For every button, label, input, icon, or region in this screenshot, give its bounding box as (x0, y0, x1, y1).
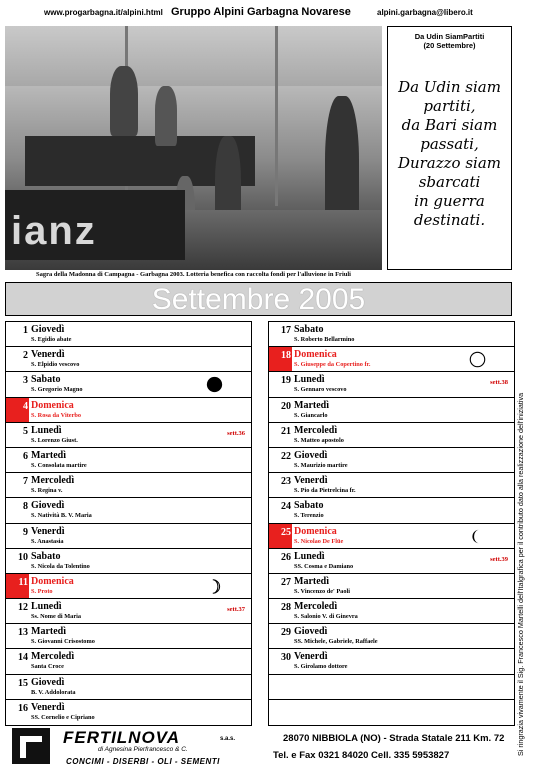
empty-row (269, 700, 514, 725)
day-number: 13 (18, 627, 28, 639)
calendar-day-row (6, 624, 251, 649)
calendar-day-row (269, 624, 514, 649)
sponsor-address: 28070 NIBBIOLA (NO) - Strada Statale 211 Km. 72 (283, 733, 505, 744)
day-number: 20 (281, 400, 291, 412)
day-number: 25 (269, 524, 292, 548)
day-number: 21 (281, 425, 291, 437)
saint-name: S. Elpidio vescovo (31, 361, 80, 369)
month-title: Settembre 2005 (5, 282, 512, 316)
full-moon-icon (469, 351, 486, 368)
sponsor-company-type: s.a.s. (220, 736, 236, 742)
day-number: 27 (281, 576, 291, 588)
saint-name: SS. Cosma e Damiano (294, 562, 354, 570)
day-name: Lunedì (31, 601, 62, 613)
day-name: Mercoledì (294, 424, 338, 436)
calendar-day-row (6, 549, 251, 574)
day-name: Mercoledì (31, 475, 75, 487)
calendar-day-row (6, 423, 251, 448)
empty-row (269, 675, 514, 700)
day-name: Venerdì (294, 651, 328, 663)
calendar-day-row (6, 599, 251, 624)
group-title: Gruppo Alpini Garbagna Novarese (171, 6, 351, 18)
banner-lettering: ianz (11, 209, 97, 253)
calendar-column-left (5, 321, 252, 726)
day-number: 12 (18, 602, 28, 614)
day-name: Sabato (31, 374, 61, 386)
page-header (0, 6, 539, 20)
calendar-day-row (269, 347, 514, 372)
saint-name: S. Gennaro vescovo (294, 386, 347, 394)
saint-name: S. Proto (31, 587, 53, 595)
saint-name: S. Consolata martire (31, 461, 87, 469)
saint-name: S. Maurizio martire (294, 461, 348, 469)
fertilnova-logo-icon (12, 728, 50, 764)
day-number: 9 (23, 526, 28, 538)
day-number: 3 (23, 375, 28, 387)
calendar-day-row (269, 574, 514, 599)
day-number: 16 (18, 702, 28, 714)
poem-line: partiti, (423, 97, 476, 115)
saint-name: Ss. Nome di Maria (31, 613, 82, 621)
saint-name: S. Salonio V. di Ginevra (294, 613, 358, 621)
calendar-day-row (6, 448, 251, 473)
day-name: Lunedì (31, 424, 62, 436)
calendar-day-row (6, 322, 251, 347)
calendar-day-row (6, 574, 251, 599)
first-quarter-moon-icon (206, 578, 223, 595)
saint-name: SS. Michele, Gabriele, Raffaele (294, 638, 378, 646)
day-name: Venerdì (31, 701, 65, 713)
day-number: 8 (23, 501, 28, 513)
calendar-day-row (6, 473, 251, 498)
poem-line: destinati. (413, 211, 486, 229)
saint-name: S. Egidio abate (31, 336, 72, 343)
day-number: 18 (269, 347, 292, 371)
day-number: 11 (6, 574, 29, 598)
day-number: 7 (23, 476, 28, 488)
day-number: 17 (281, 325, 291, 336)
saint-name: S. Nicola da Tolentino (31, 562, 90, 570)
saint-name: S. Giovanni Crisostomo (31, 638, 95, 646)
poem-line: Durazzo siam (397, 154, 502, 172)
day-name: Venerdì (31, 349, 65, 361)
day-name: Martedì (294, 575, 329, 587)
day-name: Lunedì (294, 550, 325, 562)
saint-name: S. Pio da Pietrelcina fr. (294, 487, 356, 495)
day-name: Mercoledì (31, 651, 75, 663)
day-number: 15 (18, 677, 28, 689)
sponsor-brand: FERTILNOVA (63, 728, 181, 747)
day-name: Giovedì (31, 324, 65, 335)
day-name: Domenica (294, 525, 337, 537)
day-number: 23 (281, 476, 291, 488)
poem-date: (20 Settembre) (423, 41, 476, 50)
calendar-day-row (269, 524, 514, 549)
sponsor-phone: Tel. e Fax 0321 84020 Cell. 335 5953827 (273, 750, 450, 761)
day-number: 14 (18, 652, 28, 664)
poem-line: da Bari siam (401, 116, 498, 134)
calendar-day-row (269, 649, 514, 674)
saint-name: S. Lorenzo Giust. (31, 436, 78, 444)
calendar-day-row (269, 448, 514, 473)
week-number: sett.38 (490, 379, 508, 387)
day-name: Giovedì (294, 449, 328, 461)
saint-name: S. Roberto Bellarmino (294, 336, 355, 343)
day-name: Giovedì (31, 676, 65, 688)
saint-name: S. Natività B. V. Maria (31, 512, 92, 520)
poem-line: Da Udin siam (398, 78, 501, 96)
email-address[interactable]: alpini.garbagna@libero.it (377, 8, 473, 17)
day-name: Martedì (294, 399, 329, 411)
day-name: Sabato (31, 550, 61, 562)
calendar-day-row (269, 322, 514, 347)
day-number: 5 (23, 425, 28, 437)
saint-name: S. Gregorio Magno (31, 386, 83, 394)
saint-name: S. Giancarlo (294, 411, 328, 419)
calendar-day-row (269, 423, 514, 448)
calendar-day-row (6, 675, 251, 700)
poem-line: passati, (420, 135, 479, 153)
calendar-day-row (269, 599, 514, 624)
website-url[interactable]: www.progarbagna.it/alpini.html (44, 8, 163, 17)
saint-name: S. Anastasia (31, 537, 64, 545)
saint-name: S. Regina v. (31, 487, 63, 495)
event-photo (5, 26, 382, 270)
saint-name: S. Giuseppe da Copertino fr. (294, 361, 371, 369)
day-name: Domenica (294, 349, 337, 361)
poem-heading: Da Udin SiamPartiti (414, 32, 485, 41)
new-moon-icon (206, 376, 223, 393)
week-number: sett.39 (490, 555, 508, 563)
sponsor-owner: di Agnesina Pierfrancesco & C. (98, 746, 188, 753)
saint-name: SS. Cornelio e Cipriano (31, 713, 95, 721)
saint-name: B. V. Addolorata (31, 688, 76, 696)
week-number: sett.37 (227, 606, 245, 614)
sponsor-products: CONCIMI - DISERBI - OLI - SEMENTI (66, 757, 220, 766)
calendar-day-row (6, 498, 251, 523)
saint-name: S. Girolamo dottore (294, 663, 348, 671)
day-number: 28 (281, 602, 291, 614)
calendar-day-row (6, 700, 251, 725)
saint-name: S. Matteo apostolo (294, 436, 344, 444)
day-name: Domenica (31, 575, 74, 587)
last-quarter-moon-icon (469, 528, 486, 545)
photo-caption: Sagra della Madonna di Campagna - Garbagna 2003. Lotteria benefica con raccolta fondi per l'alluvione in Friuli (36, 271, 351, 278)
calendar-day-row (6, 524, 251, 549)
sponsor-footer (0, 724, 539, 768)
day-number: 10 (18, 551, 28, 563)
calendar-column-right (268, 321, 515, 726)
calendar-day-row (269, 549, 514, 574)
day-number: 30 (281, 652, 291, 664)
calendar-day-row (6, 398, 251, 423)
day-name: Venerdì (31, 525, 65, 537)
calendar-day-row (6, 372, 251, 397)
calendar-day-row (269, 498, 514, 523)
calendar-day-row (269, 473, 514, 498)
calendar-day-row (6, 347, 251, 372)
day-number: 19 (281, 375, 291, 387)
day-number: 22 (281, 450, 291, 462)
calendar-day-row (269, 398, 514, 423)
day-name: Domenica (31, 399, 74, 411)
saint-name: S. Nicolao De Flüe (294, 537, 344, 545)
day-name: Martedì (31, 626, 66, 638)
thanks-note: Si ringrazia vivamente il Sig. Francesco Martelli dell'Italgrafica per il contributo dato alla realizzazione dell'iniziativa (516, 392, 525, 756)
poem-box (387, 26, 512, 270)
poem-line: sbarcati (418, 173, 481, 191)
day-number: 6 (23, 450, 28, 462)
calendar-day-row (6, 649, 251, 674)
day-name: Mercoledì (294, 601, 338, 613)
day-name: Venerdì (294, 475, 328, 487)
day-number: 26 (281, 551, 291, 563)
saint-name: S. Terenzio (294, 512, 324, 520)
saint-name: S. Vincenzo de' Paoli (294, 587, 350, 595)
week-number: sett.36 (227, 429, 245, 437)
day-number: 29 (281, 627, 291, 639)
calendar-day-row (269, 372, 514, 397)
poem-line: in guerra (414, 192, 485, 210)
day-name: Giovedì (31, 500, 65, 512)
day-name: Lunedì (294, 374, 325, 386)
day-name: Sabato (294, 500, 324, 512)
poem-verses (388, 78, 511, 230)
day-number: 2 (23, 350, 28, 362)
saint-name: Santa Croce (31, 663, 64, 671)
day-name: Martedì (31, 449, 66, 461)
day-name: Sabato (294, 324, 324, 335)
day-number: 4 (6, 398, 29, 422)
saint-name: S. Rosa da Viterbo (31, 411, 82, 419)
day-number: 1 (23, 325, 28, 336)
day-number: 24 (281, 501, 291, 513)
day-name: Giovedì (294, 626, 328, 638)
